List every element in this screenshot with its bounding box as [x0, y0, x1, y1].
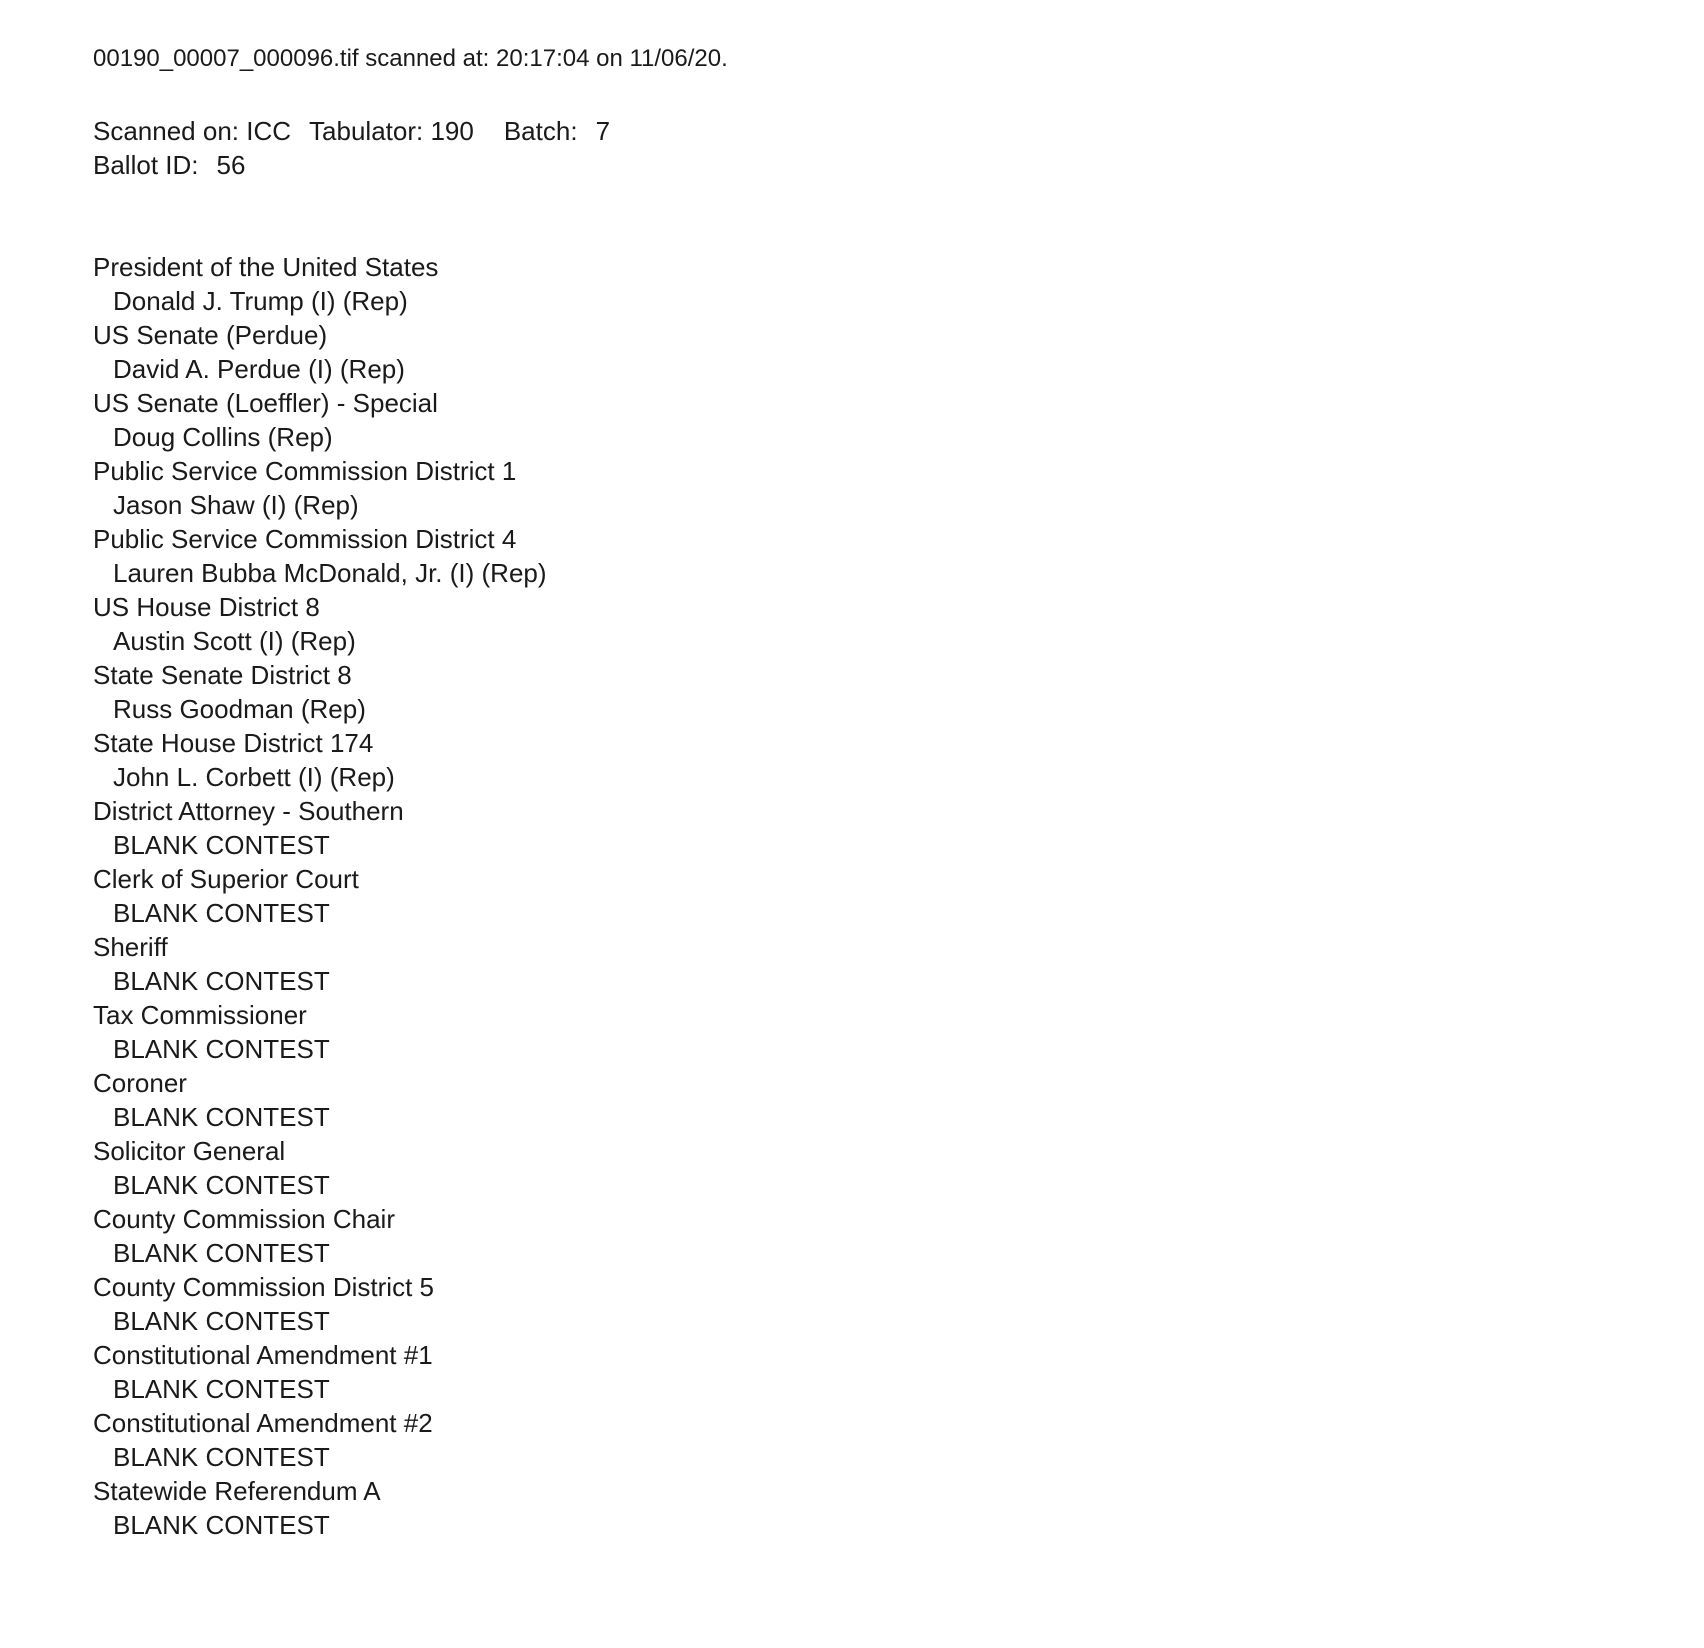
contest-row: [93, 454, 1644, 522]
contest-name: US Senate (Loeffler) - Special: [93, 388, 438, 418]
scanner-value: ICC: [246, 116, 292, 146]
contest-name: Tax Commissioner: [93, 1000, 307, 1030]
contest-selection: Lauren Bubba McDonald, Jr. (I) (Rep): [113, 558, 547, 588]
contest-selection: BLANK CONTEST: [113, 898, 330, 928]
contest-selection: David A. Perdue (I) (Rep): [113, 354, 405, 384]
contest-selection: BLANK CONTEST: [113, 1374, 330, 1404]
contest-name: Statewide Referendum A: [93, 1476, 381, 1506]
contest-row: [93, 1474, 1644, 1542]
contest-row: [93, 1066, 1644, 1134]
contest-selection: BLANK CONTEST: [113, 1238, 330, 1268]
contest-row: [93, 658, 1644, 726]
scanned-on-label: Scanned on:: [93, 116, 240, 146]
batch-label: Batch:: [503, 116, 578, 146]
contest-name: Clerk of Superior Court: [93, 864, 359, 894]
contest-row: [93, 1338, 1644, 1406]
contest-selection: Russ Goodman (Rep): [113, 694, 366, 724]
contest-name: US House District 8: [93, 592, 320, 622]
contest-selection: Doug Collins (Rep): [113, 422, 333, 452]
contest-row: [93, 794, 1644, 862]
contest-name: State Senate District 8: [93, 660, 352, 690]
contest-row: [93, 930, 1644, 998]
contest-name: Sheriff: [93, 932, 168, 962]
contest-selection: BLANK CONTEST: [113, 1170, 330, 1200]
contest-name: County Commission District 5: [93, 1272, 434, 1302]
contest-row: [93, 386, 1644, 454]
contest-row: [93, 998, 1644, 1066]
contest-name: State House District 174: [93, 728, 374, 758]
tabulator-value: 190: [430, 116, 474, 146]
contest-selection: BLANK CONTEST: [113, 1306, 330, 1336]
contest-selection: BLANK CONTEST: [113, 966, 330, 996]
contest-name: County Commission Chair: [93, 1204, 395, 1234]
contest-row: [93, 522, 1644, 590]
contest-name: Constitutional Amendment #2: [93, 1408, 433, 1438]
tabulator-label: Tabulator:: [309, 116, 424, 146]
contest-name: District Attorney - Southern: [93, 796, 404, 826]
contest-selection: BLANK CONTEST: [113, 1442, 330, 1472]
contest-selection: BLANK CONTEST: [113, 1034, 330, 1064]
contest-row: [93, 726, 1644, 794]
contest-name: Coroner: [93, 1068, 187, 1098]
scanner-info-line: [93, 114, 1644, 148]
contest-selection: John L. Corbett (I) (Rep): [113, 762, 395, 792]
contest-list: [93, 250, 1644, 1542]
contest-row: [93, 1134, 1644, 1202]
contest-row: [93, 250, 1644, 318]
contest-row: [93, 862, 1644, 930]
contest-selection: Donald J. Trump (I) (Rep): [113, 286, 408, 316]
contest-name: Public Service Commission District 1: [93, 456, 517, 486]
ballot-id-line: [93, 148, 1644, 182]
batch-value: 7: [595, 116, 611, 146]
contest-row: [93, 590, 1644, 658]
contest-name: Public Service Commission District 4: [93, 524, 517, 554]
contest-row: [93, 318, 1644, 386]
contest-row: [93, 1202, 1644, 1270]
contest-selection: BLANK CONTEST: [113, 1102, 330, 1132]
contest-row: [93, 1406, 1644, 1474]
contest-selection: Jason Shaw (I) (Rep): [113, 490, 359, 520]
contest-name: President of the United States: [93, 252, 439, 282]
scan-file-line: 00190_00007_000096.tif scanned at: 20:17:04 on 11/06/20.: [93, 45, 728, 72]
contest-selection: BLANK CONTEST: [113, 1510, 330, 1540]
ballot-id-label: Ballot ID:: [93, 150, 199, 180]
contest-name: Solicitor General: [93, 1136, 286, 1166]
ballot-id-value: 56: [216, 150, 246, 180]
contest-name: US Senate (Perdue): [93, 320, 328, 350]
contest-row: [93, 1270, 1644, 1338]
contest-name: Constitutional Amendment #1: [93, 1340, 433, 1370]
contest-selection: BLANK CONTEST: [113, 830, 330, 860]
contest-selection: Austin Scott (I) (Rep): [113, 626, 356, 656]
